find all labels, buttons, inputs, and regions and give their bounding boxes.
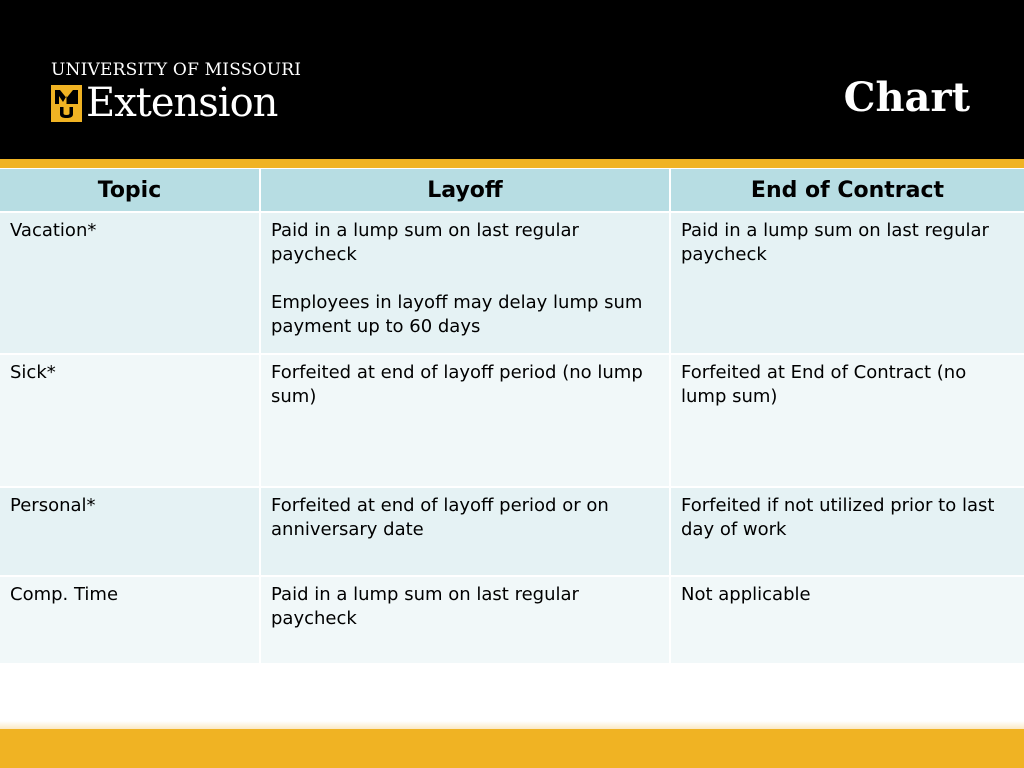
end-of-contract-cell: Forfeited if not utilized prior to last day of work [670,487,1024,576]
table-row [0,576,1024,664]
table-row [0,212,1024,354]
topic-cell: Sick* [0,354,260,487]
layoff-text: Paid in a lump sum on last regular paycheck [271,584,579,629]
topic-cell: Comp. Time [0,576,260,664]
header-bar [0,0,1024,159]
slide-title: Chart [843,74,970,121]
logo-university-text: UNIVERSITY OF MISSOURI [51,60,302,80]
benefits-table [0,169,1024,665]
layoff-text: Forfeited at end of layoff period or on anniversary date [271,495,609,540]
header-gold-stripe [0,159,1024,168]
end-of-contract-cell: Paid in a lump sum on last regular paycheck [670,212,1024,354]
layoff-text: Employees in layoff may delay lump sum payment up to 60 days [271,292,643,337]
topic-cell: Vacation* [0,212,260,354]
footer-fade [0,721,1024,729]
university-logo [51,60,302,126]
column-header-topic: Topic [0,169,260,212]
layoff-cell [260,212,670,354]
end-of-contract-cell: Not applicable [670,576,1024,664]
layoff-cell [260,487,670,576]
column-header-layoff: Layoff [260,169,670,212]
mizzou-mu-icon [51,85,82,122]
table-row [0,487,1024,576]
topic-cell: Personal* [0,487,260,576]
table-row [0,354,1024,487]
table-header-row [0,169,1024,212]
end-of-contract-cell: Forfeited at End of Contract (no lump sum) [670,354,1024,487]
layoff-cell [260,354,670,487]
column-header-end-of-contract: End of Contract [670,169,1024,212]
layoff-cell [260,576,670,664]
logo-extension-text: Extension [86,80,278,126]
layoff-text: Forfeited at end of layoff period (no lump sum) [271,362,643,407]
footer-gold-bar [0,729,1024,768]
layoff-text: Paid in a lump sum on last regular paycheck [271,220,579,265]
